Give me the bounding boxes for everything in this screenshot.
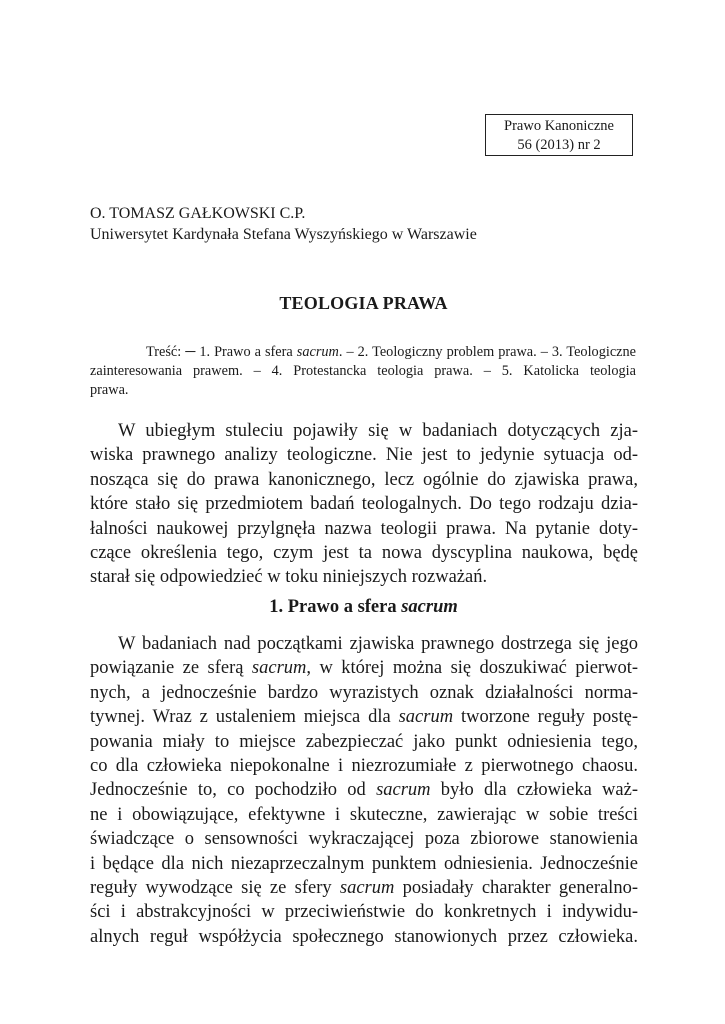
italic-run: sacrum [251,658,307,679]
paragraph-line: czące określenia tego, czym jest ta nowa dyscyplina naukowa, będę [90,542,638,563]
paragraph-line [90,705,638,729]
table-of-contents [90,343,636,400]
paragraph-line: alnych reguł współżycia społecznego stanowionych przez człowieka. [90,926,638,947]
paragraph-line: świadczące o sensowności wykraczającej poza zbiorowe stanowienia [90,829,638,850]
author-name: O. TOMASZ GAŁKOWSKI C.P. [90,205,306,222]
paragraph-line: W badaniach nad początkami zjawiska prawnego dostrzega się jego [118,634,638,654]
italic-run: sacrum [376,780,431,801]
text-run: Jednocześnie to, co pochodziło od [90,780,377,801]
paragraph-line: nosząca się do prawa kanonicznego, lecz ogólnie do zjawiska prawa, [90,469,638,490]
journal-issue: 56 (2013) nr 2 [517,137,601,153]
journal-reference-box [485,114,633,156]
heading-italic: sacrum [401,597,458,617]
text-run: posiadały charakter generalno- [394,877,638,898]
journal-name: Prawo Kanoniczne [504,118,614,134]
text-run: tywnej. Wraz z ustaleniem miejsca dla [90,707,399,728]
text-run: , w której można się doszukiwać pierwot- [306,658,638,679]
paragraph-line: i będące dla nich niezaprzeczalnym punktem odniesienia. Jednocześnie [90,853,638,874]
text-run: było dla człowieka waż- [430,780,638,801]
paragraph-line [90,876,638,900]
paragraph-intro [90,419,638,590]
toc-line-2: zainteresowania prawem. – 4. Protestancka teologia prawa. – 5. Katolicka teologia [90,363,636,379]
paragraph-line: ści i abstrakcyjności w przeciwieństwie do konkretnych i indywidu- [90,902,638,923]
toc-line-1 [90,343,636,362]
text-run: reguły wywodzące się ze sfery [90,877,340,898]
author-block [90,203,650,245]
toc-text: Treść: ─ 1. Prawo a sfera [146,344,297,360]
paragraph-line [90,778,638,802]
paragraph-line: które stało się przedmiotem badań teologalnych. Do tego rodzaju dzia- [90,494,638,515]
paragraph-line: co dla człowieka niepokonalne i niezrozumiałe z pierwotnego chaosu. [90,755,638,776]
paragraph-section-1 [90,632,638,949]
toc-line-3: prawa. [90,382,129,398]
paragraph-line: łalności naukowej przylgnęła nazwa teologii prawa. Na pytanie doty- [90,518,638,539]
paragraph-line: wiska prawnego analizy teologiczne. Nie jest to jedynie sytuacja od- [90,445,638,466]
toc-italic: sacrum [296,344,339,360]
text-run: tworzone reguły postę- [453,707,638,728]
author-affiliation: Uniwersytet Kardynała Stefana Wyszyńskiego w Warszawie [90,226,477,243]
italic-run: sacrum [339,877,395,898]
italic-run: sacrum [398,707,454,728]
text-run: powiązanie ze sferą [90,658,252,679]
section-heading-1 [90,597,637,618]
paragraph-line: nych, a jednocześnie bardzo wyrazistych oznak działalności norma- [90,682,638,703]
paragraph-line: powania miały to miejsce zabezpieczać jako punkt odniesienia tego, [90,731,638,752]
paragraph-line: W ubiegłym stuleciu pojawiły się w badaniach dotyczących zja- [118,421,638,441]
article-title: TEOLOGIA PRAWA [279,293,448,313]
heading-text: 1. Prawo a sfera [269,597,402,617]
paragraph-line: starał się odpowiedzieć w toku niniejszych rozważań. [90,567,488,588]
paragraph-line: ne i obowiązujące, efektywne i skuteczne, zawierając w sobie treści [90,804,638,825]
paragraph-line [90,656,638,680]
toc-text: . – 2. Teologiczny problem prawa. – 3. Teologiczne [338,344,637,360]
